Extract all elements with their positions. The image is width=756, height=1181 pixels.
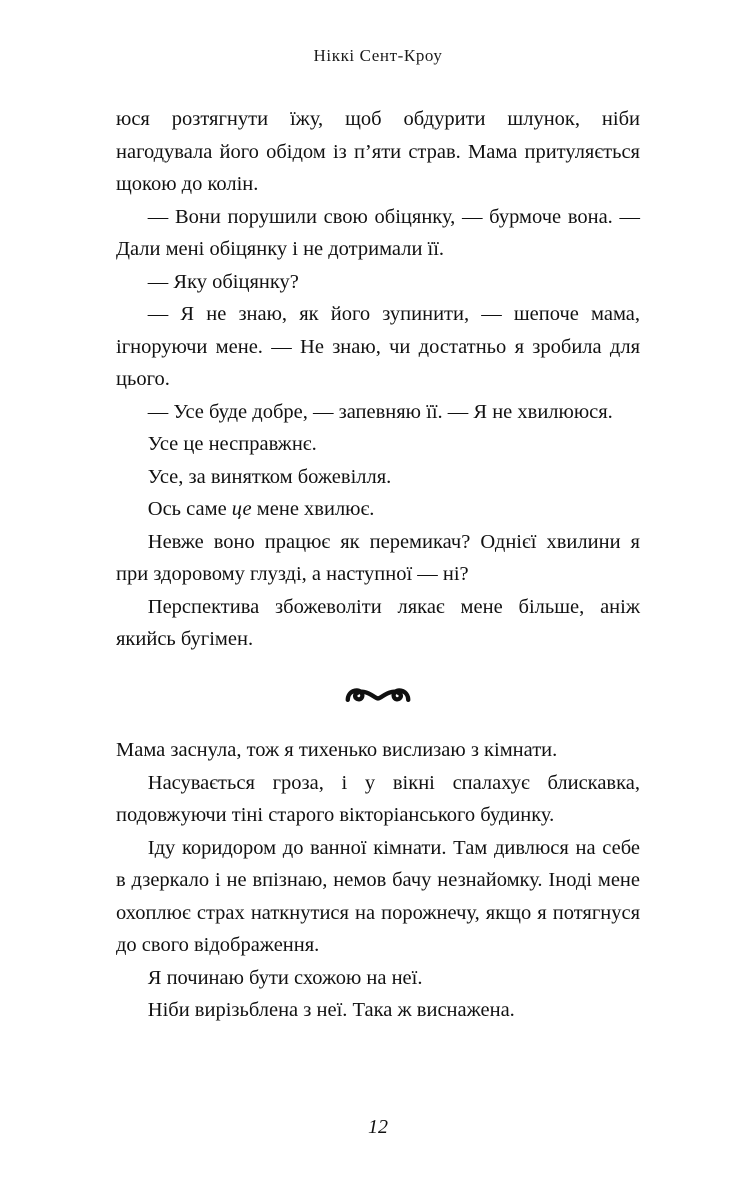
- paragraph: Я починаю бути схожою на неї.: [147, 966, 423, 989]
- running-header-author: Ніккі Сент-Кроу: [313, 46, 443, 65]
- paragraph: Іду коридором до ванної кімнати. Там дивлюся на себе в дзеркало і не впізнаю, немов бачу незнайомку. Іноді мене охоплює страх наткнутися на порожнечу, якщо я потягнуся до свого відображення.: [116, 836, 640, 956]
- paragraph-dialogue: — Я не знаю, як його зупинити, — шепоче мама, ігноруючи мене. — Не знаю, чи достатньо я зробила для цього.: [116, 303, 640, 390]
- swirl-flourish-ornament-icon: [342, 685, 414, 707]
- paragraph: Невже воно працює як перемикач? Однієї хвилини я при здоровому глузді, а наступної — ні?: [116, 530, 640, 585]
- emphasis-suffix: мене хвилює.: [251, 498, 375, 520]
- paragraph-dialogue: — Яку обіцянку?: [147, 270, 299, 293]
- paragraph: Усе, за винятком божевілля.: [147, 465, 392, 488]
- paragraph-dialogue: — Вони порушили свою обіцянку, — бурмоче вона. — Дали мені обіцянку і не дотримали її.: [116, 205, 640, 260]
- page-number: 12: [368, 1116, 388, 1138]
- paragraph: Мама заснула, тож я тихенько вислизаю з кімнати.: [116, 739, 558, 761]
- scene-break-divider: [116, 680, 640, 713]
- emphasis-word: це: [231, 498, 252, 520]
- paragraph: Насувається гроза, і у вікні спалахує блискавка, подовжуючи тіні старого вікторіанського будинку.: [116, 771, 640, 826]
- paragraph-dialogue: — Усе буде добре, — запевняю її. — Я не хвилююся.: [147, 400, 613, 423]
- paragraph: Перспектива збожеволіти лякає мене більше, аніж якийсь бугімен.: [116, 595, 640, 650]
- paragraph: Усе це несправжнє.: [147, 433, 317, 455]
- body-text: [116, 103, 640, 1027]
- paragraph-with-emphasis: [116, 493, 640, 526]
- paragraph: Ніби вирізьблена з неї. Така ж виснажена.: [147, 999, 515, 1021]
- paragraph: юся розтягнути їжу, щоб обдурити шлунок, ніби нагодувала його обідом із п’яти страв. Мама притуляється щокою до колін.: [116, 108, 640, 195]
- emphasis-prefix: Ось саме: [147, 498, 232, 520]
